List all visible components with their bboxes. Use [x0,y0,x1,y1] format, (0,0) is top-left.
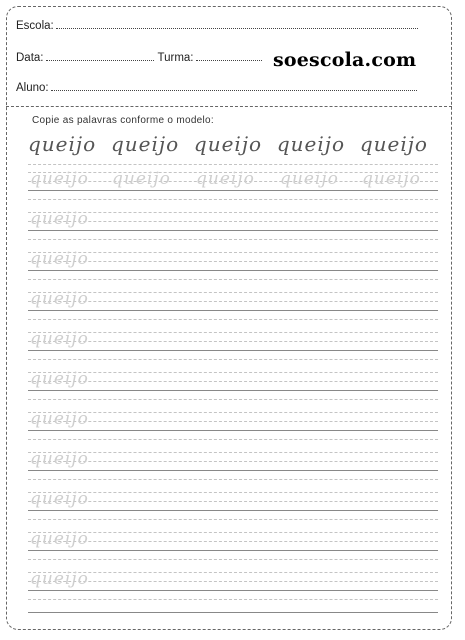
baseline [28,270,438,271]
guide-line [28,519,438,520]
guide-line [28,292,438,293]
guide-line [28,332,438,333]
trace-word[interactable]: queijo [30,369,89,389]
baseline [28,190,438,191]
guide-line [28,212,438,213]
trace-word[interactable]: queijo [112,169,171,189]
guide-line [28,261,438,262]
guide-line [28,399,438,400]
guide-line [28,581,438,582]
guide-line [28,221,438,222]
baseline [28,510,438,511]
guide-line [28,439,438,440]
guide-line [28,252,438,253]
baseline [28,590,438,591]
trace-word[interactable]: queijo [30,529,89,549]
trace-word[interactable]: queijo [362,169,421,189]
baseline [28,470,438,471]
guide-line [28,501,438,502]
trace-word[interactable]: queijo [30,449,89,469]
trace-word[interactable]: queijo [30,489,89,509]
model-word: queijo [28,132,97,156]
trace-word[interactable]: queijo [30,249,89,269]
guide-line [28,372,438,373]
baseline [28,430,438,431]
student-label: Aluno: [16,82,49,94]
guide-line [28,599,438,600]
guide-line [28,461,438,462]
trace-word[interactable]: queijo [30,329,89,349]
trace-word[interactable]: queijo [30,289,89,309]
baseline [28,350,438,351]
baseline [28,390,438,391]
class-label: Turma: [157,52,194,64]
guide-line [28,479,438,480]
brand-logo: soescola.com [273,49,417,71]
guide-line [28,381,438,382]
trace-word[interactable]: queijo [30,569,89,589]
trace-word[interactable]: queijo [280,169,339,189]
school-label: Escola: [16,20,54,32]
guide-line [28,199,438,200]
guide-line [28,559,438,560]
guide-line [28,421,438,422]
trace-word[interactable]: queijo [30,409,89,429]
baseline [28,310,438,311]
baseline [28,230,438,231]
guide-line [28,319,438,320]
guide-line [28,541,438,542]
trace-word[interactable]: queijo [30,209,89,229]
guide-line [28,164,438,165]
model-word: queijo [110,132,180,156]
guide-line [28,239,438,240]
guide-line [28,532,438,533]
guide-line [28,341,438,342]
date-label: Data: [16,52,44,64]
trace-word[interactable]: queijo [30,169,89,189]
guide-line [28,412,438,413]
baseline [28,550,438,551]
trace-word[interactable]: queijo [196,169,255,189]
model-word: queijo [359,132,428,156]
guide-line [28,279,438,280]
baseline [28,612,438,613]
guide-line [28,492,438,493]
instruction-text: Copie as palavras conforme o modelo: [32,115,215,126]
guide-line [28,572,438,573]
guide-line [28,359,438,360]
model-word: queijo [193,132,263,156]
guide-line [28,301,438,302]
model-word: queijo [276,132,346,156]
guide-line [28,452,438,453]
